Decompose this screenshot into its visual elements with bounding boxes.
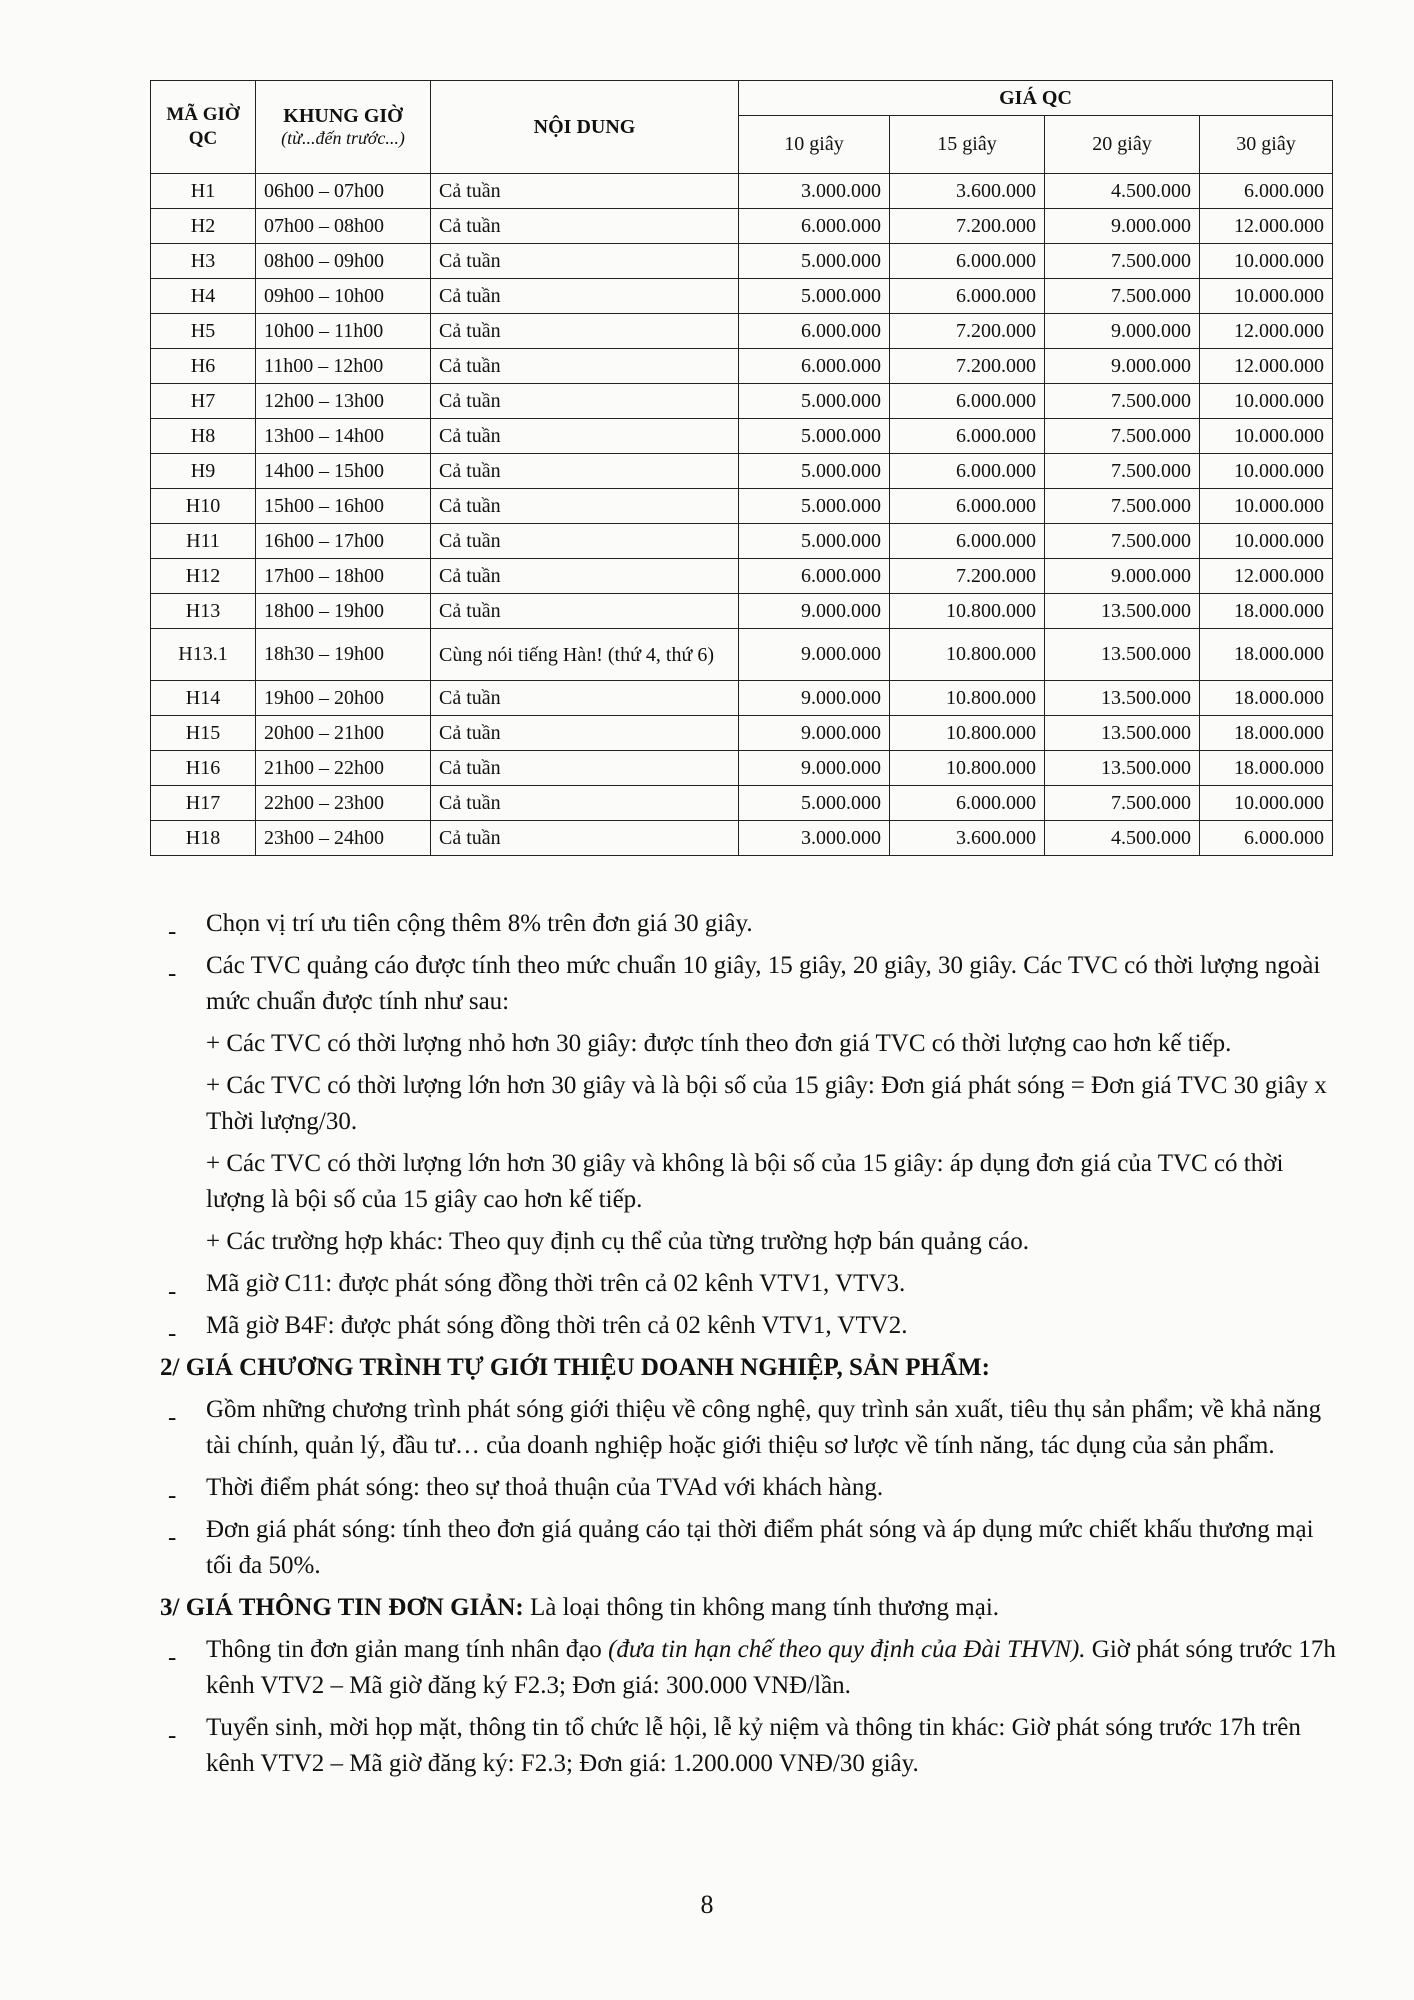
table-row: [151, 384, 1333, 419]
table-row: [151, 419, 1333, 454]
price-30s-cell: 18.000.000: [1200, 629, 1333, 681]
ad-price-table: [150, 80, 1333, 856]
section3-heading-rest: Là loại thông tin không mang tính thương mại.: [523, 1594, 1000, 1621]
price-15s-cell: 3.600.000: [890, 174, 1045, 209]
price-15s-cell: 3.600.000: [890, 821, 1045, 856]
code-cell: H7: [151, 384, 256, 419]
price-20s-cell: 13.500.000: [1045, 716, 1200, 751]
price-15s-cell: 10.800.000: [890, 751, 1045, 786]
content-cell: Cả tuần: [431, 821, 739, 856]
table-row: [151, 314, 1333, 349]
code-cell: H6: [151, 349, 256, 384]
note-rule-3: + Các TVC có thời lượng lớn hơn 30 giây và không là bội số của 15 giây: áp dụng đơn giá của TVC có thời lượng là bội số của 15 giây cao hơn kế tiếp.: [206, 1150, 1284, 1213]
price-15s-cell: 10.800.000: [890, 681, 1045, 716]
price-30s-cell: 10.000.000: [1200, 786, 1333, 821]
table-row: [151, 489, 1333, 524]
price-10s-cell: 5.000.000: [739, 384, 890, 419]
code-cell: H16: [151, 751, 256, 786]
code-cell: H13.1: [151, 629, 256, 681]
price-15s-cell: 6.000.000: [890, 454, 1045, 489]
note-tvc-standard: - Các TVC quảng cáo được tính theo mức chuẩn 10 giây, 15 giây, 20 giây, 30 giây. Các TVC có thời lượng ngoài mức chuẩn được tính như sau:: [160, 948, 1340, 1020]
section3-heading: 3/ GIÁ THÔNG TIN ĐƠN GIẢN:: [160, 1594, 524, 1621]
price-10s-cell: 9.000.000: [739, 629, 890, 681]
price-10s-cell: 5.000.000: [739, 244, 890, 279]
content-cell: Cả tuần: [431, 174, 739, 209]
price-20s-cell: 9.000.000: [1045, 559, 1200, 594]
price-10s-cell: 5.000.000: [739, 419, 890, 454]
section2-item-1: - Gồm những chương trình phát sóng giới thiệu về công nghệ, quy trình sản xuất, tiêu thụ sản phẩm; về khả năng tài chính, quản lý, đầu tư… của doanh nghiệp hoặc giới thiệu sơ lược về tính năng, tác dụng của sản phẩm.: [160, 1392, 1340, 1464]
code-cell: H15: [151, 716, 256, 751]
table-row: [151, 594, 1333, 629]
price-10s-cell: 5.000.000: [739, 454, 890, 489]
time-cell: 07h00 – 08h00: [256, 209, 431, 244]
time-cell: 13h00 – 14h00: [256, 419, 431, 454]
table-header: [151, 81, 1333, 174]
price-30s-cell: 18.000.000: [1200, 751, 1333, 786]
price-15s-cell: 6.000.000: [890, 279, 1045, 314]
content-cell: Cả tuần: [431, 384, 739, 419]
time-cell: 11h00 – 12h00: [256, 349, 431, 384]
table-row: [151, 751, 1333, 786]
price-30s-cell: 6.000.000: [1200, 821, 1333, 856]
header-10s: 10 giây: [739, 116, 890, 174]
code-cell: H8: [151, 419, 256, 454]
price-15s-cell: 6.000.000: [890, 786, 1045, 821]
price-30s-cell: 12.000.000: [1200, 559, 1333, 594]
code-cell: H17: [151, 786, 256, 821]
code-cell: H18: [151, 821, 256, 856]
table-row: [151, 279, 1333, 314]
table-row: [151, 454, 1333, 489]
table-row: [151, 524, 1333, 559]
header-khung-gio: [256, 81, 431, 174]
price-10s-cell: 3.000.000: [739, 174, 890, 209]
section2-item-2: - Thời điểm phát sóng: theo sự thoả thuận của TVAd với khách hàng.: [160, 1470, 1340, 1506]
price-15s-cell: 7.200.000: [890, 314, 1045, 349]
price-20s-cell: 4.500.000: [1045, 174, 1200, 209]
price-10s-cell: 5.000.000: [739, 279, 890, 314]
code-cell: H2: [151, 209, 256, 244]
time-cell: 22h00 – 23h00: [256, 786, 431, 821]
code-cell: H1: [151, 174, 256, 209]
content-cell: Cả tuần: [431, 419, 739, 454]
price-15s-cell: 6.000.000: [890, 419, 1045, 454]
price-20s-cell: 7.500.000: [1045, 244, 1200, 279]
price-15s-cell: 6.000.000: [890, 489, 1045, 524]
price-20s-cell: 7.500.000: [1045, 489, 1200, 524]
header-code: MÃ GIỜ QC: [151, 81, 256, 174]
price-15s-cell: 6.000.000: [890, 384, 1045, 419]
content-cell: Cả tuần: [431, 559, 739, 594]
content-cell: Cả tuần: [431, 454, 739, 489]
time-cell: 06h00 – 07h00: [256, 174, 431, 209]
content-cell: Cả tuần: [431, 209, 739, 244]
content-cell: Cả tuần: [431, 244, 739, 279]
note-priority: - Chọn vị trí ưu tiên cộng thêm 8% trên đơn giá 30 giây.: [160, 906, 1340, 942]
table-row: [151, 786, 1333, 821]
section3-item-1-italic: (đưa tin hạn chế theo quy định của Đài THVN).: [608, 1636, 1086, 1663]
table-row: [151, 349, 1333, 384]
section2-heading: 2/ GIÁ CHƯƠNG TRÌNH TỰ GIỚI THIỆU DOANH NGHIỆP, SẢN PHẨM:: [160, 1354, 990, 1381]
code-cell: H5: [151, 314, 256, 349]
time-cell: 08h00 – 09h00: [256, 244, 431, 279]
price-15s-cell: 10.800.000: [890, 629, 1045, 681]
header-noi-dung: NỘI DUNG: [431, 81, 739, 174]
section3-heading-line: [160, 1590, 1340, 1626]
price-20s-cell: 13.500.000: [1045, 594, 1200, 629]
section3-item-1: [160, 1632, 1340, 1704]
price-15s-cell: 7.200.000: [890, 209, 1045, 244]
note-b4f: - Mã giờ B4F: được phát sóng đồng thời trên cả 02 kênh VTV1, VTV2.: [160, 1308, 1340, 1344]
price-30s-cell: 6.000.000: [1200, 174, 1333, 209]
price-15s-cell: 6.000.000: [890, 524, 1045, 559]
notes-section: [160, 906, 1340, 1788]
price-10s-cell: 6.000.000: [739, 209, 890, 244]
section3-item-1-b: Giờ phát sóng trước 17h kênh VTV2 – Mã giờ đăng ký F2.3; Đơn giá: 300.000 VNĐ/lần.: [206, 1636, 1336, 1699]
price-10s-cell: 5.000.000: [739, 489, 890, 524]
header-khung-gio-label: KHUNG GIỜ: [283, 105, 403, 127]
price-10s-cell: 3.000.000: [739, 821, 890, 856]
header-khung-gio-sub: (từ...đến trước...): [281, 128, 405, 148]
price-20s-cell: 9.000.000: [1045, 314, 1200, 349]
content-cell: Cùng nói tiếng Hàn! (thứ 4, thứ 6): [431, 629, 739, 681]
time-cell: 20h00 – 21h00: [256, 716, 431, 751]
note-rule-1: + Các TVC có thời lượng nhỏ hơn 30 giây: được tính theo đơn giá TVC có thời lượng cao hơn kế tiếp.: [206, 1030, 1232, 1057]
price-20s-cell: 9.000.000: [1045, 349, 1200, 384]
content-cell: Cả tuần: [431, 524, 739, 559]
price-15s-cell: 10.800.000: [890, 716, 1045, 751]
price-30s-cell: 18.000.000: [1200, 594, 1333, 629]
table-row: [151, 681, 1333, 716]
price-20s-cell: 7.500.000: [1045, 279, 1200, 314]
time-cell: 16h00 – 17h00: [256, 524, 431, 559]
section2-item-3: - Đơn giá phát sóng: tính theo đơn giá quảng cáo tại thời điểm phát sóng và áp dụng mức chiết khấu thương mại tối đa 50%.: [160, 1512, 1340, 1584]
time-cell: 14h00 – 15h00: [256, 454, 431, 489]
table-row: [151, 821, 1333, 856]
price-20s-cell: 7.500.000: [1045, 419, 1200, 454]
price-10s-cell: 9.000.000: [739, 751, 890, 786]
code-cell: H13: [151, 594, 256, 629]
section3-item-2: - Tuyển sinh, mời họp mặt, thông tin tổ chức lễ hội, lễ kỷ niệm và thông tin khác: Giờ phát sóng trước 17h trên kênh VTV2 – Mã giờ đăng ký: F2.3; Đơn giá: 1.200.000 VNĐ/30 giây.: [160, 1710, 1340, 1782]
price-15s-cell: 7.200.000: [890, 349, 1045, 384]
time-cell: 12h00 – 13h00: [256, 384, 431, 419]
time-cell: 18h00 – 19h00: [256, 594, 431, 629]
price-20s-cell: 13.500.000: [1045, 629, 1200, 681]
content-cell: Cả tuần: [431, 786, 739, 821]
price-15s-cell: 6.000.000: [890, 244, 1045, 279]
price-10s-cell: 5.000.000: [739, 524, 890, 559]
code-cell: H3: [151, 244, 256, 279]
header-30s: 30 giây: [1200, 116, 1333, 174]
price-30s-cell: 12.000.000: [1200, 349, 1333, 384]
price-20s-cell: 13.500.000: [1045, 751, 1200, 786]
code-cell: H12: [151, 559, 256, 594]
price-15s-cell: 10.800.000: [890, 594, 1045, 629]
note-rule-4: + Các trường hợp khác: Theo quy định cụ thể của từng trường hợp bán quảng cáo.: [206, 1228, 1029, 1255]
table-row: [151, 209, 1333, 244]
price-20s-cell: 7.500.000: [1045, 524, 1200, 559]
price-20s-cell: 9.000.000: [1045, 209, 1200, 244]
price-20s-cell: 7.500.000: [1045, 384, 1200, 419]
table-body: [151, 174, 1333, 856]
price-30s-cell: 12.000.000: [1200, 314, 1333, 349]
code-cell: H10: [151, 489, 256, 524]
content-cell: Cả tuần: [431, 681, 739, 716]
code-cell: H9: [151, 454, 256, 489]
code-cell: H14: [151, 681, 256, 716]
table-row: [151, 559, 1333, 594]
price-30s-cell: 18.000.000: [1200, 716, 1333, 751]
price-10s-cell: 6.000.000: [739, 314, 890, 349]
price-30s-cell: 10.000.000: [1200, 419, 1333, 454]
price-30s-cell: 10.000.000: [1200, 454, 1333, 489]
price-15s-cell: 7.200.000: [890, 559, 1045, 594]
header-15s: 15 giây: [890, 116, 1045, 174]
time-cell: 23h00 – 24h00: [256, 821, 431, 856]
time-cell: 10h00 – 11h00: [256, 314, 431, 349]
price-30s-cell: 18.000.000: [1200, 681, 1333, 716]
price-30s-cell: 10.000.000: [1200, 384, 1333, 419]
time-cell: 21h00 – 22h00: [256, 751, 431, 786]
table-row: [151, 716, 1333, 751]
price-10s-cell: 9.000.000: [739, 594, 890, 629]
table-row: [151, 629, 1333, 681]
table-row: [151, 174, 1333, 209]
note-c11: - Mã giờ C11: được phát sóng đồng thời trên cả 02 kênh VTV1, VTV3.: [160, 1266, 1340, 1302]
time-cell: 18h30 – 19h00: [256, 629, 431, 681]
content-cell: Cả tuần: [431, 716, 739, 751]
content-cell: Cả tuần: [431, 489, 739, 524]
price-30s-cell: 12.000.000: [1200, 209, 1333, 244]
price-30s-cell: 10.000.000: [1200, 244, 1333, 279]
price-10s-cell: 6.000.000: [739, 559, 890, 594]
price-10s-cell: 5.000.000: [739, 786, 890, 821]
time-cell: 15h00 – 16h00: [256, 489, 431, 524]
content-cell: Cả tuần: [431, 314, 739, 349]
price-30s-cell: 10.000.000: [1200, 524, 1333, 559]
price-20s-cell: 13.500.000: [1045, 681, 1200, 716]
price-10s-cell: 9.000.000: [739, 716, 890, 751]
time-cell: 09h00 – 10h00: [256, 279, 431, 314]
time-cell: 17h00 – 18h00: [256, 559, 431, 594]
content-cell: Cả tuần: [431, 349, 739, 384]
price-10s-cell: 6.000.000: [739, 349, 890, 384]
time-cell: 19h00 – 20h00: [256, 681, 431, 716]
price-10s-cell: 9.000.000: [739, 681, 890, 716]
header-gia-qc: GIÁ QC: [739, 81, 1333, 116]
price-20s-cell: 7.500.000: [1045, 454, 1200, 489]
header-20s: 20 giây: [1045, 116, 1200, 174]
table-row: [151, 244, 1333, 279]
code-cell: H11: [151, 524, 256, 559]
content-cell: Cả tuần: [431, 751, 739, 786]
content-cell: Cả tuần: [431, 594, 739, 629]
code-cell: H4: [151, 279, 256, 314]
section3-item-1-a: Thông tin đơn giản mang tính nhân đạo: [206, 1636, 609, 1663]
price-30s-cell: 10.000.000: [1200, 489, 1333, 524]
price-20s-cell: 7.500.000: [1045, 786, 1200, 821]
page-number: 8: [700, 1890, 714, 1919]
note-rule-2: + Các TVC có thời lượng lớn hơn 30 giây và là bội số của 15 giây: Đơn giá phát sóng = Đơn giá TVC 30 giây x Thời lượng/30.: [206, 1072, 1327, 1135]
content-cell: Cả tuần: [431, 279, 739, 314]
price-30s-cell: 10.000.000: [1200, 279, 1333, 314]
price-20s-cell: 4.500.000: [1045, 821, 1200, 856]
